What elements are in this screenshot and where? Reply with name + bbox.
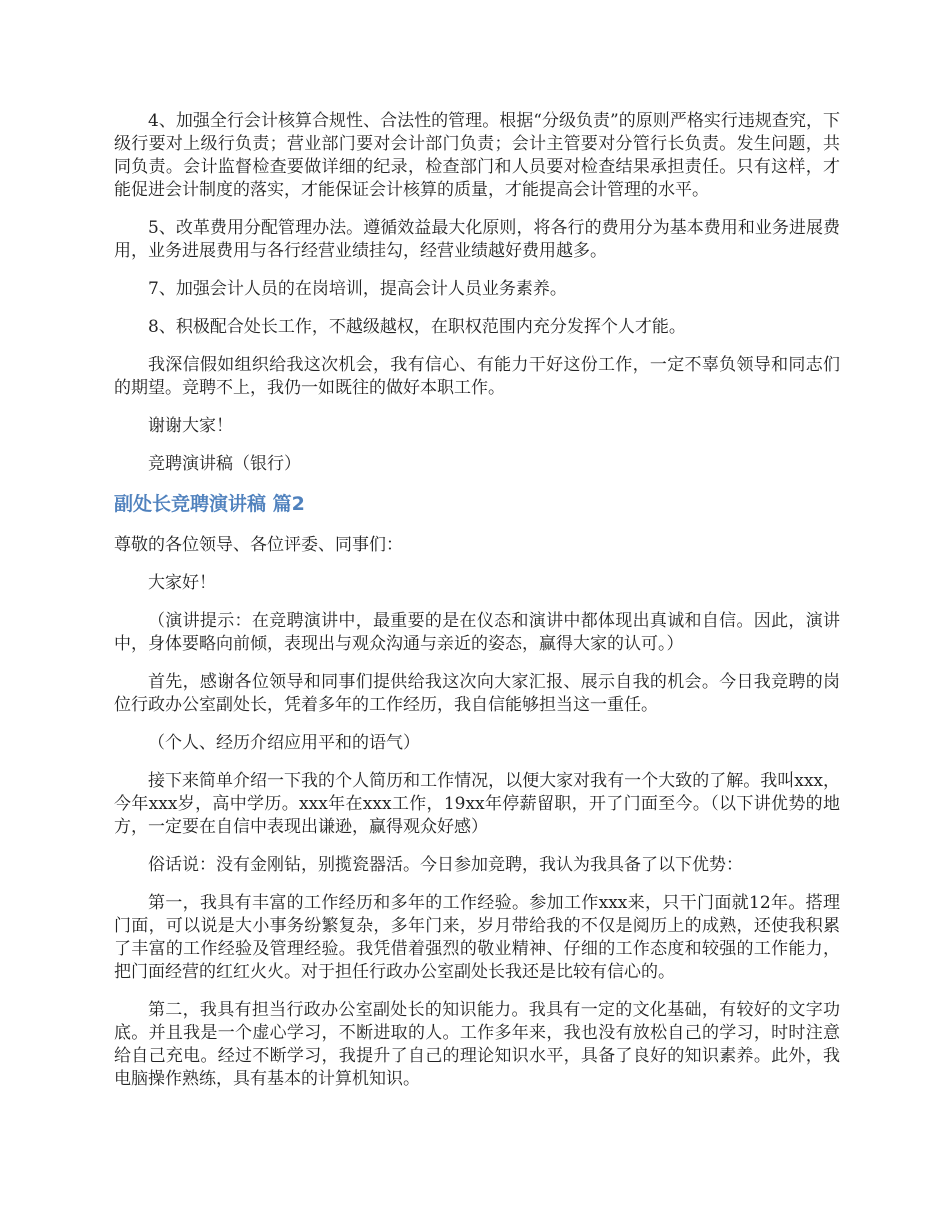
paragraph: 首先，感谢各位领导和同事们提供给我这次向大家汇报、展示自我的机会。今日我竞聘的岗位行政办公室副处长，凭着多年的工作经历，我自信能够担当这一重任。 [114,672,840,715]
document-body [114,110,840,1106]
paragraph: 大家好！ [148,573,216,593]
paragraph: 4、加强全行会计核算合规性、合法性的管理。根据“分级负责”的原则严格实行违规查究，下级行要对上级行负责；营业部门要对会计部门负责；会计主管要对分管行长负责。发生问题，共同负责。会计监督检查要做详细的纪录，检查部门和人员要对检查结果承担责任。只有这样，才能促进会计制度的落实，才能保证会计核算的质量，才能提高会计管理的水平。 [114,111,840,200]
paragraph: 第二，我具有担当行政办公室副处长的知识能力。我具有一定的文化基础，有较好的文字功底。并且我是一个虚心学习，不断进取的人。工作多年来，我也没有放松自己的学习，时时注意给自己充电。经过不断学习，我提升了自己的理论知识水平，具备了良好的知识素养。此外，我电脑操作熟练，具有基本的计算机知识。 [114,1000,840,1089]
section-heading: 副处长竞聘演讲稿 篇2 [114,493,305,515]
paragraph: 7、加强会计人员的在岗培训，提高会计人员业务素养。 [148,279,567,299]
paragraph: 8、积极配合处长工作，不越级越权，在职权范围内充分发挥个人才能。 [148,317,686,337]
salutation: 尊敬的各位领导、各位评委、同事们： [114,535,403,555]
paragraph: （演讲提示：在竞聘演讲中，最重要的是在仪态和演讲中都体现出真诚和自信。因此，演讲中，身体要略向前倾，表现出与观众沟通与亲近的姿态，赢得大家的认可。） [114,611,840,654]
paragraph: 5、改革费用分配管理办法。遵循效益最大化原则，将各行的费用分为基本费用和业务进展费用，业务进展费用与各行经营业绩挂勾，经营业绩越好费用越多。 [114,218,840,261]
paragraph: 俗话说：没有金刚钻，别揽瓷器活。今日参加竞聘，我认为我具备了以下优势： [148,855,743,875]
paragraph: 我深信假如组织给我这次机会，我有信心、有能力干好这份工作，一定不辜负领导和同志们的期望。竞聘不上，我仍一如既往的做好本职工作。 [114,355,840,398]
paragraph: 竞聘演讲稿（银行） [148,454,301,474]
paragraph: 第一，我具有丰富的工作经历和多年的工作经验。参加工作xxx来，只干门面就12年。搭理门面，可以说是大小事务纷繁复杂，多年门来，岁月带给我的不仅是阅历上的成熟，还使我积累了丰富的工作经验及管理经验。我凭借着强烈的敬业精神、仔细的工作态度和较强的工作能力，把门面经营的红红火火。对于担任行政办公室副处长我还是比较有信心的。 [114,893,840,982]
paragraph: （个人、经历介绍应用平和的语气） [148,733,420,753]
paragraph: 谢谢大家！ [148,416,233,436]
paragraph: 接下来简单介绍一下我的个人简历和工作情况，以便大家对我有一个大致的了解。我叫xxx，今年xxx岁，高中学历。xxx年在xxx工作，19xx年停薪留职，开了门面至今。（以下讲优势的地方，一定要在自信中表现出谦逊，赢得观众好感） [114,771,840,837]
